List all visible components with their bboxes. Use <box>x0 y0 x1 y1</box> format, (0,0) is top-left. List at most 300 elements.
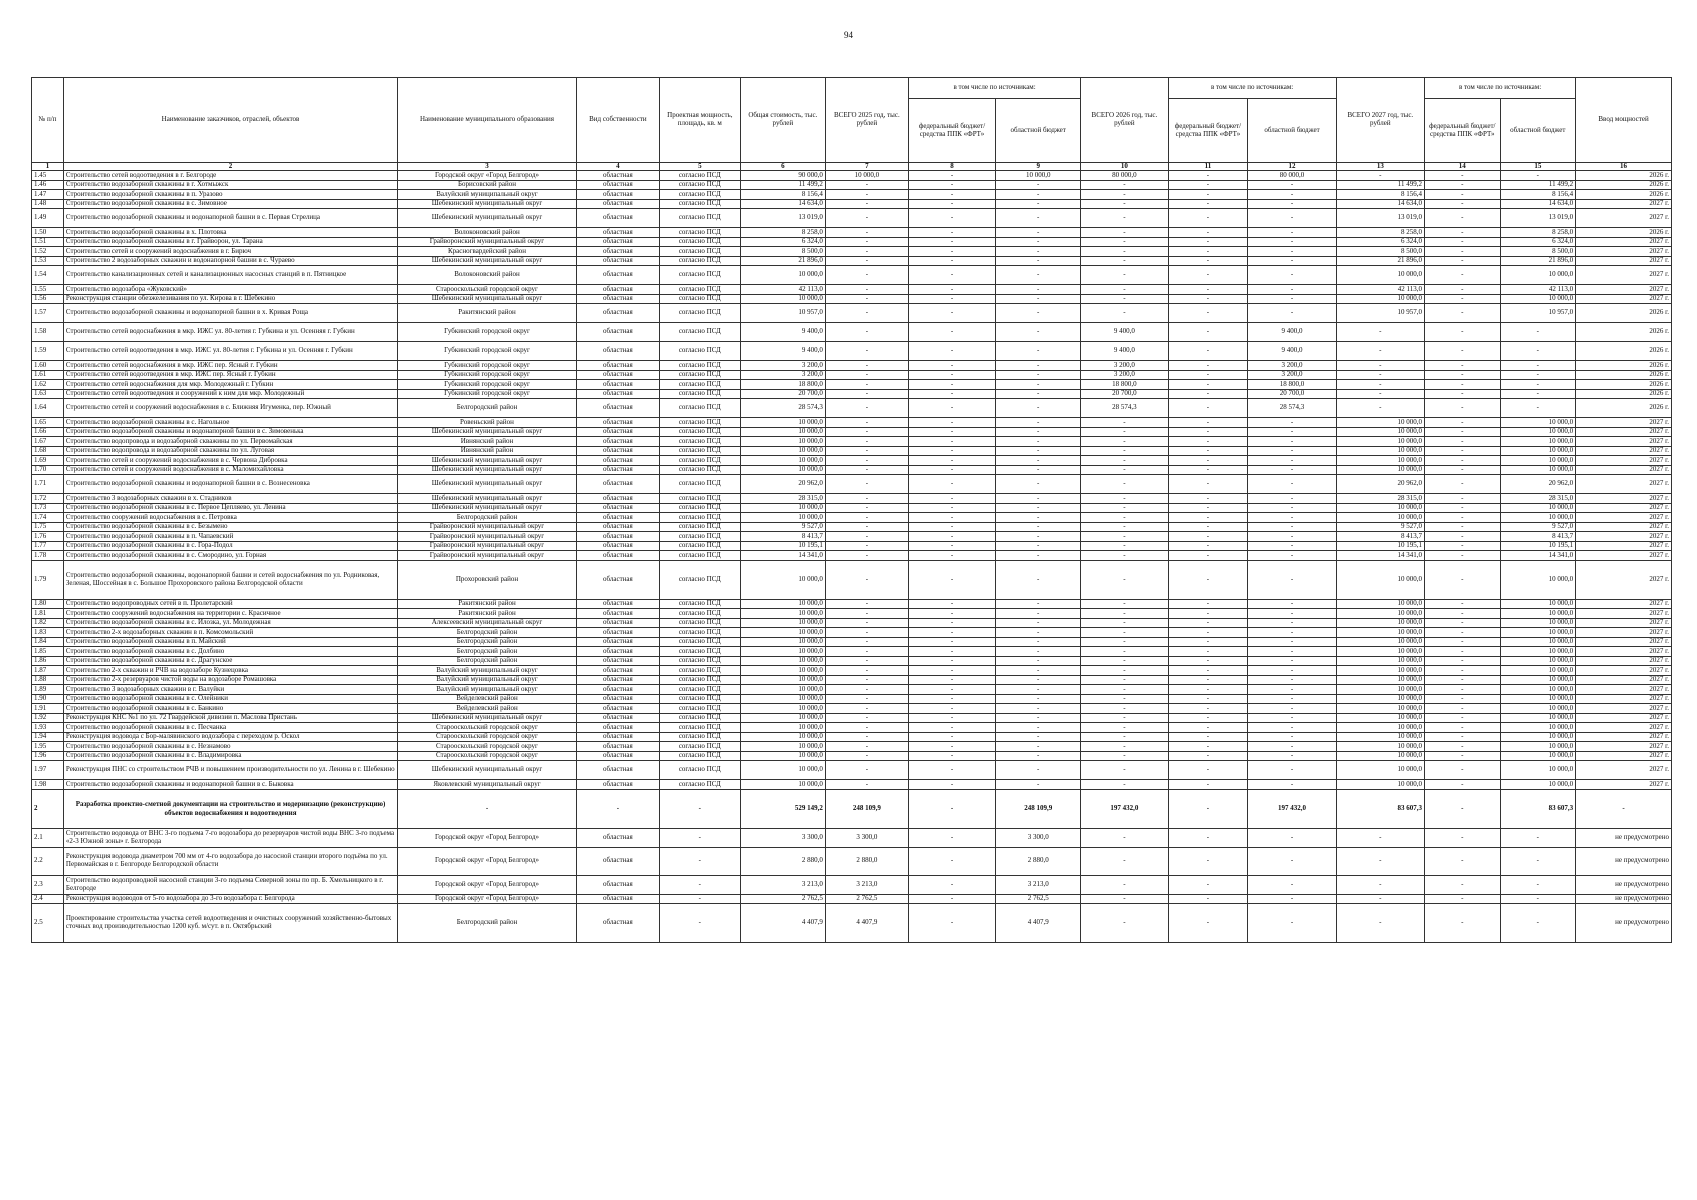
cell-federal-2025: - <box>908 380 995 390</box>
header-total-2027: ВСЕГО 2027 год, тыс. рублей <box>1336 78 1424 163</box>
cell-total-2026: - <box>1081 704 1168 714</box>
cell-capacity: согласно ПСД <box>659 560 740 599</box>
cell-regional-2025: - <box>996 294 1081 304</box>
cell-federal-2026: - <box>1168 751 1248 761</box>
cell-regional-2027: - <box>1500 894 1576 904</box>
cell-total-2026: 18 800,0 <box>1081 380 1168 390</box>
cell-regional-2026: - <box>1248 675 1336 685</box>
cell-municipality: Валуйский муниципальный округ <box>398 190 577 200</box>
cell-regional-2026: 18 800,0 <box>1248 380 1336 390</box>
cell-total-2027: 10 000,0 <box>1336 560 1424 599</box>
cell-total-2026: - <box>1081 247 1168 257</box>
cell-capacity: согласно ПСД <box>659 399 740 418</box>
cell-total-cost: 10 000,0 <box>740 266 825 285</box>
cell-total-cost: 3 200,0 <box>740 361 825 371</box>
column-number: 9 <box>996 163 1081 171</box>
cell-total-cost: 10 000,0 <box>740 723 825 733</box>
cell-regional-2027: 10 957,0 <box>1500 304 1576 323</box>
cell-total-2026: 9 400,0 <box>1081 323 1168 342</box>
cell-total-cost: 10 000,0 <box>740 742 825 752</box>
cell-total-2026: - <box>1081 513 1168 523</box>
cell-total-2026: - <box>1081 713 1168 723</box>
cell-row-number: 1.93 <box>32 723 64 733</box>
cell-municipality: Городской округ «Город Белгород» <box>398 847 577 875</box>
cell-regional-2025: - <box>996 780 1081 790</box>
cell-object-name: Строительство водозаборной скважины в г. Хотмыжск <box>63 180 397 190</box>
cell-capacity: согласно ПСД <box>659 389 740 399</box>
cell-federal-2025: - <box>908 732 995 742</box>
cell-total-2026: - <box>1081 209 1168 228</box>
cell-total-2027: 10 000,0 <box>1336 656 1424 666</box>
cell-capacity: согласно ПСД <box>659 190 740 200</box>
cell-total-2026: - <box>1081 475 1168 494</box>
cell-capacity: согласно ПСД <box>659 704 740 714</box>
cell-capacity: согласно ПСД <box>659 761 740 780</box>
cell-commissioning: 2027 г. <box>1576 551 1672 561</box>
cell-row-number: 1.48 <box>32 199 64 209</box>
cell-regional-2025: - <box>996 399 1081 418</box>
cell-regional-2027: 13 019,0 <box>1500 209 1576 228</box>
cell-federal-2027: - <box>1425 418 1501 428</box>
cell-total-2026: - <box>1081 266 1168 285</box>
cell-commissioning: 2026 г. <box>1576 361 1672 371</box>
cell-municipality: Городской округ «Город Белгород» <box>398 894 577 904</box>
cell-regional-2025: - <box>996 209 1081 228</box>
cell-regional-2025: - <box>996 656 1081 666</box>
cell-total-2027: 14 341,0 <box>1336 551 1424 561</box>
cell-total-2027: - <box>1336 828 1424 847</box>
cell-regional-2027: - <box>1500 171 1576 181</box>
cell-federal-2025: - <box>908 418 995 428</box>
cell-total-cost: 9 400,0 <box>740 323 825 342</box>
table-row <box>32 342 1672 361</box>
cell-federal-2026: - <box>1168 190 1248 200</box>
cell-commissioning: 2027 г. <box>1576 285 1672 295</box>
table-row <box>32 751 1672 761</box>
cell-regional-2026: - <box>1248 446 1336 456</box>
cell-federal-2025: - <box>908 904 995 943</box>
cell-row-number: 1.54 <box>32 266 64 285</box>
cell-regional-2025: 3 300,0 <box>996 828 1081 847</box>
cell-federal-2025: - <box>908 704 995 714</box>
cell-object-name: Строительство сетей водоснабжения в мкр. ИЖС пер. Ясный г. Губкин <box>63 361 397 371</box>
cell-ownership: областная <box>576 456 659 466</box>
cell-total-2026: - <box>1081 675 1168 685</box>
cell-regional-2025: - <box>996 503 1081 513</box>
column-number: 8 <box>908 163 995 171</box>
cell-total-cost: 90 000,0 <box>740 171 825 181</box>
cell-total-2026: - <box>1081 190 1168 200</box>
cell-municipality: Шебекинский муниципальный округ <box>398 465 577 475</box>
cell-regional-2026: - <box>1248 685 1336 695</box>
cell-regional-2026: - <box>1248 209 1336 228</box>
cell-regional-2026: - <box>1248 618 1336 628</box>
cell-total-2025: - <box>825 228 908 238</box>
cell-object-name: Строительство сооружений водоснабжения на территории с. Красичное <box>63 609 397 619</box>
cell-regional-2025: - <box>996 437 1081 447</box>
cell-federal-2025: - <box>908 294 995 304</box>
column-number: 6 <box>740 163 825 171</box>
cell-regional-2026: - <box>1248 637 1336 647</box>
cell-federal-2025: - <box>908 323 995 342</box>
cell-total-2026: - <box>1081 199 1168 209</box>
cell-total-2026: - <box>1081 875 1168 894</box>
cell-federal-2027: - <box>1425 180 1501 190</box>
cell-capacity: согласно ПСД <box>659 285 740 295</box>
cell-ownership: областная <box>576 780 659 790</box>
cell-regional-2026: - <box>1248 503 1336 513</box>
cell-total-2025: - <box>825 666 908 676</box>
cell-object-name: Строительство 2-х резервуаров чистой воды на водозаборе Ромашовка <box>63 675 397 685</box>
cell-ownership: областная <box>576 256 659 266</box>
cell-total-2025: - <box>825 761 908 780</box>
cell-total-2026: - <box>1081 742 1168 752</box>
cell-capacity: согласно ПСД <box>659 247 740 257</box>
cell-ownership: областная <box>576 190 659 200</box>
cell-commissioning: 2027 г. <box>1576 761 1672 780</box>
cell-regional-2026: - <box>1248 228 1336 238</box>
table-row <box>32 694 1672 704</box>
cell-object-name: Строительство водозаборной скважины в с. Илозка, ул. Молодежная <box>63 618 397 628</box>
cell-object-name: Реконструкция водовода с Бор-малявинского водозабора с переходом р. Оскол <box>63 732 397 742</box>
cell-total-2025: - <box>825 465 908 475</box>
cell-regional-2027: 10 000,0 <box>1500 685 1576 695</box>
cell-regional-2026: - <box>1248 418 1336 428</box>
table-row <box>32 503 1672 513</box>
cell-capacity: согласно ПСД <box>659 475 740 494</box>
cell-federal-2026: - <box>1168 628 1248 638</box>
cell-object-name: Реконструкция станции обезжелезивания по ул. Кирова в г. Шебекино <box>63 294 397 304</box>
cell-capacity: согласно ПСД <box>659 532 740 542</box>
cell-total-2025: - <box>825 694 908 704</box>
cell-total-2026: - <box>1081 304 1168 323</box>
cell-object-name: Строительство водозаборной скважины в с. Гора-Подол <box>63 541 397 551</box>
cell-row-number: 1.94 <box>32 732 64 742</box>
cell-row-number: 1.56 <box>32 294 64 304</box>
cell-commissioning: 2027 г. <box>1576 599 1672 609</box>
table-row <box>32 285 1672 295</box>
cell-object-name: Реконструкция КНС №1 по ул. 72 Гвардейской дивизии п. Маслова Пристань <box>63 713 397 723</box>
cell-federal-2026: - <box>1168 294 1248 304</box>
cell-federal-2026: - <box>1168 247 1248 257</box>
table-row <box>32 247 1672 257</box>
cell-capacity: согласно ПСД <box>659 380 740 390</box>
cell-regional-2027: 10 000,0 <box>1500 675 1576 685</box>
cell-total-cost: 10 000,0 <box>740 427 825 437</box>
cell-total-cost: 10 000,0 <box>740 647 825 657</box>
cell-total-2026: - <box>1081 522 1168 532</box>
cell-regional-2027: 8 156,4 <box>1500 190 1576 200</box>
cell-total-2025: - <box>825 503 908 513</box>
cell-federal-2026: - <box>1168 304 1248 323</box>
column-number: 10 <box>1081 163 1168 171</box>
cell-federal-2026: - <box>1168 199 1248 209</box>
cell-regional-2027: 10 000,0 <box>1500 713 1576 723</box>
header-capacity: Проектная мощность, площадь, кв. м <box>659 78 740 163</box>
cell-federal-2026: - <box>1168 494 1248 504</box>
cell-federal-2025: - <box>908 247 995 257</box>
cell-total-2025: - <box>825 560 908 599</box>
cell-ownership: - <box>576 789 659 828</box>
cell-ownership: областная <box>576 437 659 447</box>
cell-total-cost: 2 762,5 <box>740 894 825 904</box>
table-row <box>32 560 1672 599</box>
cell-municipality: Ракитянский район <box>398 304 577 323</box>
cell-total-2027: 10 000,0 <box>1336 628 1424 638</box>
cell-federal-2027: - <box>1425 465 1501 475</box>
cell-total-2027: 10 000,0 <box>1336 266 1424 285</box>
cell-object-name: Строительство сетей и сооружений водоснабжения в г. Бирюч <box>63 247 397 257</box>
cell-federal-2027: - <box>1425 456 1501 466</box>
header-ownership: Вид собственности <box>576 78 659 163</box>
cell-federal-2026: - <box>1168 704 1248 714</box>
cell-municipality: Прохоровский район <box>398 560 577 599</box>
cell-federal-2025: - <box>908 427 995 437</box>
cell-municipality: Яковлевский муниципальный округ <box>398 780 577 790</box>
cell-total-cost: 10 000,0 <box>740 732 825 742</box>
cell-total-2027: 10 000,0 <box>1336 685 1424 695</box>
cell-object-name: Строительство водозаборной скважины в п. Майский <box>63 637 397 647</box>
cell-federal-2026: - <box>1168 828 1248 847</box>
cell-commissioning: 2027 г. <box>1576 647 1672 657</box>
cell-total-2027: - <box>1336 847 1424 875</box>
cell-regional-2025: - <box>996 418 1081 428</box>
cell-total-cost: 10 000,0 <box>740 560 825 599</box>
cell-object-name: Строительство водозаборной скважины и водонапорной башни в с. Зимовенька <box>63 427 397 437</box>
cell-commissioning: 2027 г. <box>1576 560 1672 599</box>
cell-row-number: 1.50 <box>32 228 64 238</box>
cell-federal-2026: - <box>1168 599 1248 609</box>
cell-row-number: 1.89 <box>32 685 64 695</box>
cell-commissioning: 2027 г. <box>1576 465 1672 475</box>
cell-total-2025: - <box>825 494 908 504</box>
cell-ownership: областная <box>576 541 659 551</box>
cell-federal-2025: - <box>908 828 995 847</box>
cell-total-2026: 28 574,3 <box>1081 399 1168 418</box>
cell-regional-2025: - <box>996 761 1081 780</box>
table-row <box>32 361 1672 371</box>
cell-federal-2027: - <box>1425 875 1501 894</box>
cell-total-2025: - <box>825 256 908 266</box>
cell-total-cost: 10 000,0 <box>740 666 825 676</box>
cell-regional-2026: - <box>1248 266 1336 285</box>
cell-municipality: Алексеевский муниципальный округ <box>398 618 577 628</box>
cell-total-2025: - <box>825 475 908 494</box>
cell-capacity: согласно ПСД <box>659 228 740 238</box>
cell-federal-2025: - <box>908 465 995 475</box>
cell-total-cost: 10 000,0 <box>740 609 825 619</box>
cell-municipality: Ракитянский район <box>398 599 577 609</box>
cell-total-2026: - <box>1081 532 1168 542</box>
cell-regional-2026: - <box>1248 704 1336 714</box>
cell-federal-2027: - <box>1425 209 1501 228</box>
table-row <box>32 494 1672 504</box>
cell-federal-2026: - <box>1168 209 1248 228</box>
cell-regional-2027: 20 962,0 <box>1500 475 1576 494</box>
cell-federal-2025: - <box>908 761 995 780</box>
cell-capacity: согласно ПСД <box>659 266 740 285</box>
cell-total-2027: 10 000,0 <box>1336 713 1424 723</box>
cell-federal-2027: - <box>1425 437 1501 447</box>
cell-ownership: областная <box>576 399 659 418</box>
cell-commissioning: 2027 г. <box>1576 427 1672 437</box>
cell-regional-2027: 10 000,0 <box>1500 427 1576 437</box>
cell-row-number: 1.84 <box>32 637 64 647</box>
cell-federal-2025: - <box>908 304 995 323</box>
cell-object-name: Строительство водозаборной скважины и водонапорной башни в х. Кривая Роща <box>63 304 397 323</box>
cell-total-2027: 10 000,0 <box>1336 609 1424 619</box>
cell-federal-2025: - <box>908 446 995 456</box>
table-row <box>32 732 1672 742</box>
table-row <box>32 437 1672 447</box>
cell-federal-2025: - <box>908 171 995 181</box>
cell-total-2027: 10 000,0 <box>1336 637 1424 647</box>
cell-commissioning: 2027 г. <box>1576 294 1672 304</box>
cell-federal-2027: - <box>1425 513 1501 523</box>
cell-total-2026: - <box>1081 418 1168 428</box>
cell-object-name: Строительство 2 водозаборных скважин и водонапорной башни в с. Чураево <box>63 256 397 266</box>
cell-object-name: Строительство 3 водозаборных скважин в х. Стадников <box>63 494 397 504</box>
cell-commissioning: 2027 г. <box>1576 266 1672 285</box>
table-row <box>32 389 1672 399</box>
cell-regional-2027: 10 000,0 <box>1500 465 1576 475</box>
cell-regional-2027: 10 000,0 <box>1500 456 1576 466</box>
header-sources-2027: в том числе по источникам: <box>1425 78 1576 99</box>
cell-regional-2026: - <box>1248 256 1336 266</box>
cell-regional-2026: 28 574,3 <box>1248 399 1336 418</box>
cell-total-cost: 10 000,0 <box>740 694 825 704</box>
cell-commissioning: 2027 г. <box>1576 475 1672 494</box>
cell-regional-2027: 10 195,1 <box>1500 541 1576 551</box>
cell-regional-2026: - <box>1248 494 1336 504</box>
cell-commissioning: 2027 г. <box>1576 446 1672 456</box>
cell-regional-2025: - <box>996 618 1081 628</box>
column-number: 15 <box>1500 163 1576 171</box>
cell-commissioning: 2027 г. <box>1576 704 1672 714</box>
header-commissioning: Ввод мощностей <box>1576 78 1672 163</box>
cell-federal-2027: - <box>1425 637 1501 647</box>
cell-total-2026: 3 200,0 <box>1081 370 1168 380</box>
cell-object-name: Строительство водопроводных сетей в п. Пролетарский <box>63 599 397 609</box>
table-row <box>32 875 1672 894</box>
cell-total-2026: 20 700,0 <box>1081 389 1168 399</box>
cell-ownership: областная <box>576 675 659 685</box>
cell-regional-2026: 197 432,0 <box>1248 789 1336 828</box>
cell-regional-2025: - <box>996 713 1081 723</box>
cell-object-name: Строительство водозаборной скважины в п. Уразово <box>63 190 397 200</box>
cell-municipality: Белгородский район <box>398 647 577 657</box>
cell-object-name: Реконструкция водовода диаметром 700 мм от 4-го водозабора до насосной станции второго подъёма по ул. Первомайская в г. Белгороде Белгородской области <box>63 847 397 875</box>
cell-total-2027: 10 000,0 <box>1336 694 1424 704</box>
cell-federal-2026: - <box>1168 847 1248 875</box>
cell-municipality: Старооскольский городской округ <box>398 723 577 733</box>
cell-commissioning: 2026 г. <box>1576 171 1672 181</box>
cell-total-2027: - <box>1336 323 1424 342</box>
cell-regional-2027: 10 000,0 <box>1500 666 1576 676</box>
cell-commissioning: не предусмотрено <box>1576 875 1672 894</box>
cell-total-2026: - <box>1081 761 1168 780</box>
cell-regional-2027: - <box>1500 847 1576 875</box>
cell-ownership: областная <box>576 513 659 523</box>
cell-regional-2026: - <box>1248 828 1336 847</box>
cell-commissioning: 2027 г. <box>1576 694 1672 704</box>
cell-capacity: согласно ПСД <box>659 751 740 761</box>
cell-object-name: Строительство сетей водоотведения в мкр. ИЖС пер. Ясный г. Губкин <box>63 370 397 380</box>
cell-federal-2025: - <box>908 685 995 695</box>
cell-municipality: Шебекинский муниципальный округ <box>398 456 577 466</box>
cell-total-2025: - <box>825 742 908 752</box>
cell-regional-2025: - <box>996 266 1081 285</box>
cell-capacity: согласно ПСД <box>659 609 740 619</box>
cell-federal-2025: - <box>908 513 995 523</box>
cell-federal-2025: - <box>908 266 995 285</box>
cell-capacity: согласно ПСД <box>659 361 740 371</box>
cell-ownership: областная <box>576 894 659 904</box>
header-regional-2027: областной бюджет <box>1500 99 1576 163</box>
cell-capacity: согласно ПСД <box>659 370 740 380</box>
cell-commissioning: 2026 г. <box>1576 370 1672 380</box>
cell-federal-2025: - <box>908 532 995 542</box>
cell-object-name: Строительство водозаборной скважины в п. Чапаевский <box>63 532 397 542</box>
cell-total-2027: 10 000,0 <box>1336 723 1424 733</box>
cell-total-2026: - <box>1081 446 1168 456</box>
cell-regional-2025: - <box>996 732 1081 742</box>
cell-commissioning: 2027 г. <box>1576 723 1672 733</box>
column-number: 7 <box>825 163 908 171</box>
cell-ownership: областная <box>576 522 659 532</box>
cell-regional-2025: - <box>996 647 1081 657</box>
cell-regional-2027: - <box>1500 323 1576 342</box>
cell-object-name: Строительство сетей и сооружений водоснабжения в с. Ближняя Игуменка, пер. Южный <box>63 399 397 418</box>
cell-regional-2026: - <box>1248 247 1336 257</box>
cell-regional-2025: - <box>996 694 1081 704</box>
cell-federal-2025: - <box>908 628 995 638</box>
cell-total-2025: - <box>825 209 908 228</box>
cell-total-cost: 10 957,0 <box>740 304 825 323</box>
cell-object-name: Строительство водозаборной скважины в с. Драгунское <box>63 656 397 666</box>
cell-total-2027: 10 000,0 <box>1336 666 1424 676</box>
cell-total-cost: 10 000,0 <box>740 446 825 456</box>
cell-object-name: Строительство сетей водоснабжения для мкр. Молодежный г. Губкин <box>63 380 397 390</box>
cell-regional-2026: - <box>1248 456 1336 466</box>
cell-municipality: Шебекинский муниципальный округ <box>398 475 577 494</box>
cell-federal-2025: - <box>908 751 995 761</box>
cell-municipality: Ровеньский район <box>398 418 577 428</box>
cell-total-cost: 3 213,0 <box>740 875 825 894</box>
cell-row-number: 1.65 <box>32 418 64 428</box>
cell-federal-2027: - <box>1425 628 1501 638</box>
cell-object-name: Строительство сетей водоотведения в г. Белгороде <box>63 171 397 181</box>
cell-regional-2027: 8 500,0 <box>1500 247 1576 257</box>
cell-capacity: согласно ПСД <box>659 522 740 532</box>
cell-regional-2026: 3 200,0 <box>1248 361 1336 371</box>
cell-row-number: 1.59 <box>32 342 64 361</box>
table-row <box>32 266 1672 285</box>
cell-municipality: Старооскольский городской округ <box>398 732 577 742</box>
cell-municipality: Губкинский городской округ <box>398 389 577 399</box>
cell-municipality: Шебекинский муниципальный округ <box>398 761 577 780</box>
cell-total-cost: 8 500,0 <box>740 247 825 257</box>
cell-regional-2025: - <box>996 427 1081 437</box>
cell-object-name: Реконструкция ПНС со строительством РЧВ и повышением производительности по ул. Ленина в г. Шебекино <box>63 761 397 780</box>
cell-total-2026: - <box>1081 256 1168 266</box>
cell-capacity: согласно ПСД <box>659 237 740 247</box>
cell-total-cost: 529 149,2 <box>740 789 825 828</box>
cell-row-number: 1.60 <box>32 361 64 371</box>
cell-regional-2027: 10 000,0 <box>1500 723 1576 733</box>
cell-total-2027: - <box>1336 380 1424 390</box>
cell-federal-2027: - <box>1425 190 1501 200</box>
